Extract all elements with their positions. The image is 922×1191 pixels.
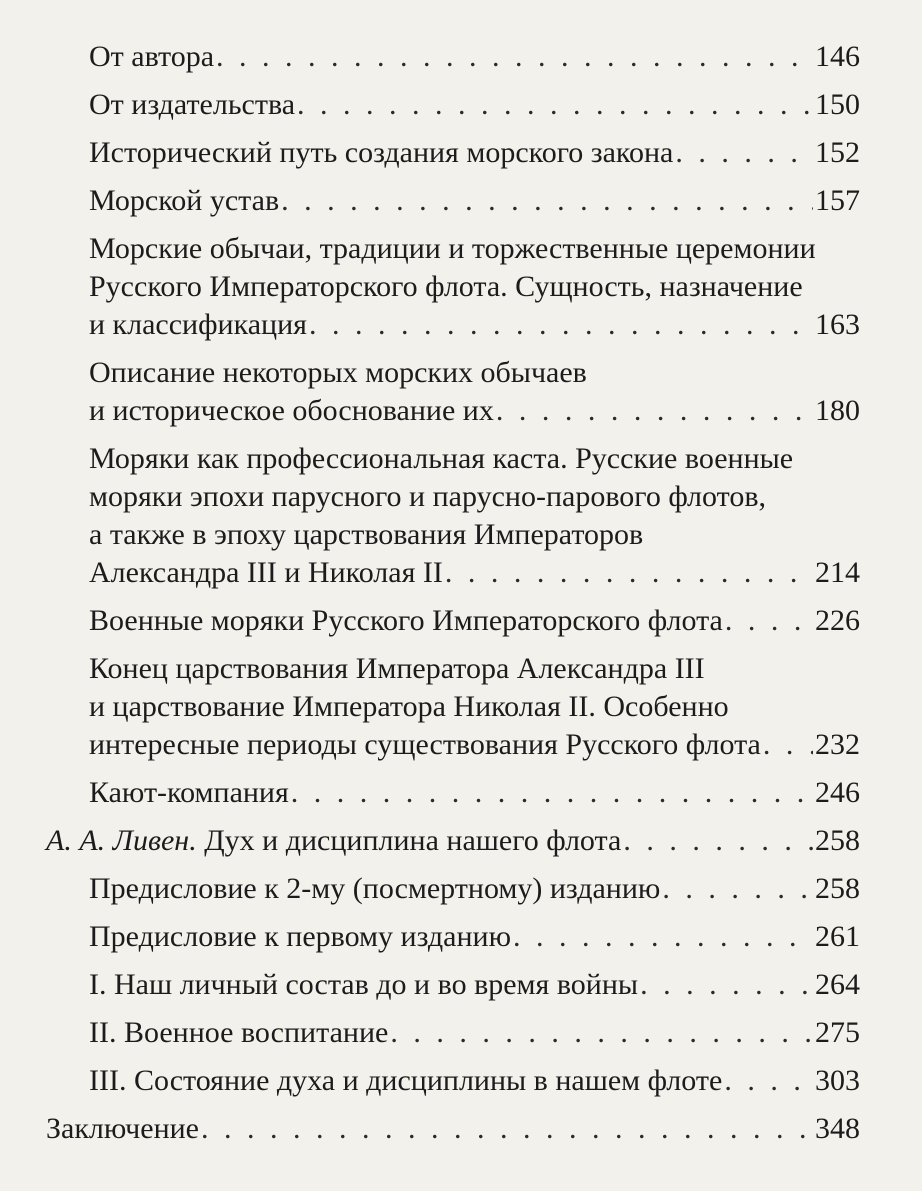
- toc-entry-line: Конец царствования Императора Александра III: [89, 652, 705, 685]
- toc-entry-title: и историческое обоснование их: [89, 394, 494, 427]
- toc-entry-title: Заключение: [46, 1112, 199, 1145]
- dot-leader: [623, 822, 813, 860]
- toc-entry-title: II. Военное воспитание: [89, 1016, 389, 1049]
- toc-entry: [89, 870, 860, 908]
- toc-page-number: 150: [815, 88, 860, 121]
- dot-leader: [216, 38, 813, 76]
- toc-entry-title: и классификация: [89, 308, 307, 341]
- toc-entry-title: От автора: [89, 40, 215, 73]
- toc-entry-author: А. А. Ливен.: [46, 824, 197, 857]
- toc-entry-title: Морской устав: [89, 184, 280, 217]
- toc-entry-line: Описание некоторых морских обычаев: [89, 356, 587, 389]
- toc-page-number: 261: [815, 920, 860, 953]
- dot-leader: [640, 966, 813, 1004]
- toc-page-number: 180: [815, 394, 860, 427]
- toc-page-number: 152: [815, 136, 860, 169]
- dot-leader: [390, 1014, 813, 1052]
- dot-leader: [496, 392, 813, 430]
- toc-page-number: 157: [815, 184, 860, 217]
- toc-entry-line: Моряки как профессиональная каста. Русские военные: [89, 442, 794, 475]
- toc-entry: [89, 774, 860, 812]
- toc-entry-title: интересные периоды существования Русского флота: [89, 728, 761, 761]
- toc-page-number: 146: [815, 40, 860, 73]
- toc-entry: [89, 602, 860, 640]
- dot-leader: [662, 870, 813, 908]
- toc-entry-line: и царствование Императора Николая II. Особенно: [89, 690, 729, 723]
- toc-page-number: 348: [815, 1112, 860, 1145]
- toc-page-number: 258: [815, 872, 860, 905]
- toc-entry-title: Александра III и Николая II: [89, 556, 443, 589]
- toc-entry-line: Морские обычаи, традиции и торжественные церемонии: [89, 232, 816, 265]
- dot-leader: [725, 602, 813, 640]
- dot-leader: [724, 1062, 813, 1100]
- dot-leader: [763, 726, 813, 764]
- toc-entry-line: а также в эпоху царствования Императоров: [89, 518, 644, 551]
- toc-entry-title: Военные моряки Русского Императорского флота: [89, 604, 723, 637]
- toc-entry: [89, 966, 860, 1004]
- toc-entry: [89, 1062, 860, 1100]
- toc-entry-title: I. Наш личный состав до и во время войны: [89, 968, 639, 1001]
- toc-entry: [46, 822, 860, 860]
- toc-entry: [89, 1014, 860, 1052]
- toc-entry-line: Русского Императорского флота. Сущность, назначение: [89, 270, 803, 303]
- toc-page-number: 232: [815, 728, 860, 761]
- toc-entry-title: Предисловие к первому изданию: [89, 920, 512, 953]
- toc-entry: [89, 230, 860, 344]
- toc-entry-line: моряки эпохи парусного и парусно-парового флотов,: [89, 480, 766, 513]
- dot-leader: [309, 306, 813, 344]
- toc-page-number: 303: [815, 1064, 860, 1097]
- toc-entry: [89, 134, 860, 172]
- toc-page-number: 163: [815, 308, 860, 341]
- toc-entry: [89, 182, 860, 220]
- dot-leader: [513, 918, 813, 956]
- toc-entry-title: III. Состояние духа и дисциплины в нашем флоте: [89, 1064, 723, 1097]
- toc-entry: [89, 650, 860, 764]
- toc-page-number: 275: [815, 1016, 860, 1049]
- toc-entry: [89, 86, 860, 124]
- toc-entry: [89, 38, 860, 76]
- toc-entry-title: Дух и дисциплина нашего флота: [204, 824, 622, 857]
- dot-leader: [201, 1110, 813, 1148]
- toc-entry-title: Предисловие к 2-му (посмертному) изданию: [89, 872, 661, 905]
- toc-entry: [46, 1110, 860, 1148]
- dot-leader: [675, 134, 813, 172]
- dot-leader: [445, 554, 813, 592]
- toc-page-number: 214: [815, 556, 860, 589]
- toc-entry-title: Исторический путь создания морского закона: [89, 136, 674, 169]
- toc-entry-title: От издательства: [89, 88, 296, 121]
- toc-page-number: 264: [815, 968, 860, 1001]
- toc-entry: [89, 918, 860, 956]
- toc-entry: [89, 440, 860, 592]
- dot-leader: [297, 86, 813, 124]
- toc-page-number: 246: [815, 776, 860, 809]
- toc-entry-title: Кают-компания: [89, 776, 289, 809]
- toc-page-number: 258: [815, 824, 860, 857]
- dot-leader: [291, 774, 813, 812]
- toc-page-number: 226: [815, 604, 860, 637]
- dot-leader: [281, 182, 813, 220]
- toc-entry: [89, 354, 860, 430]
